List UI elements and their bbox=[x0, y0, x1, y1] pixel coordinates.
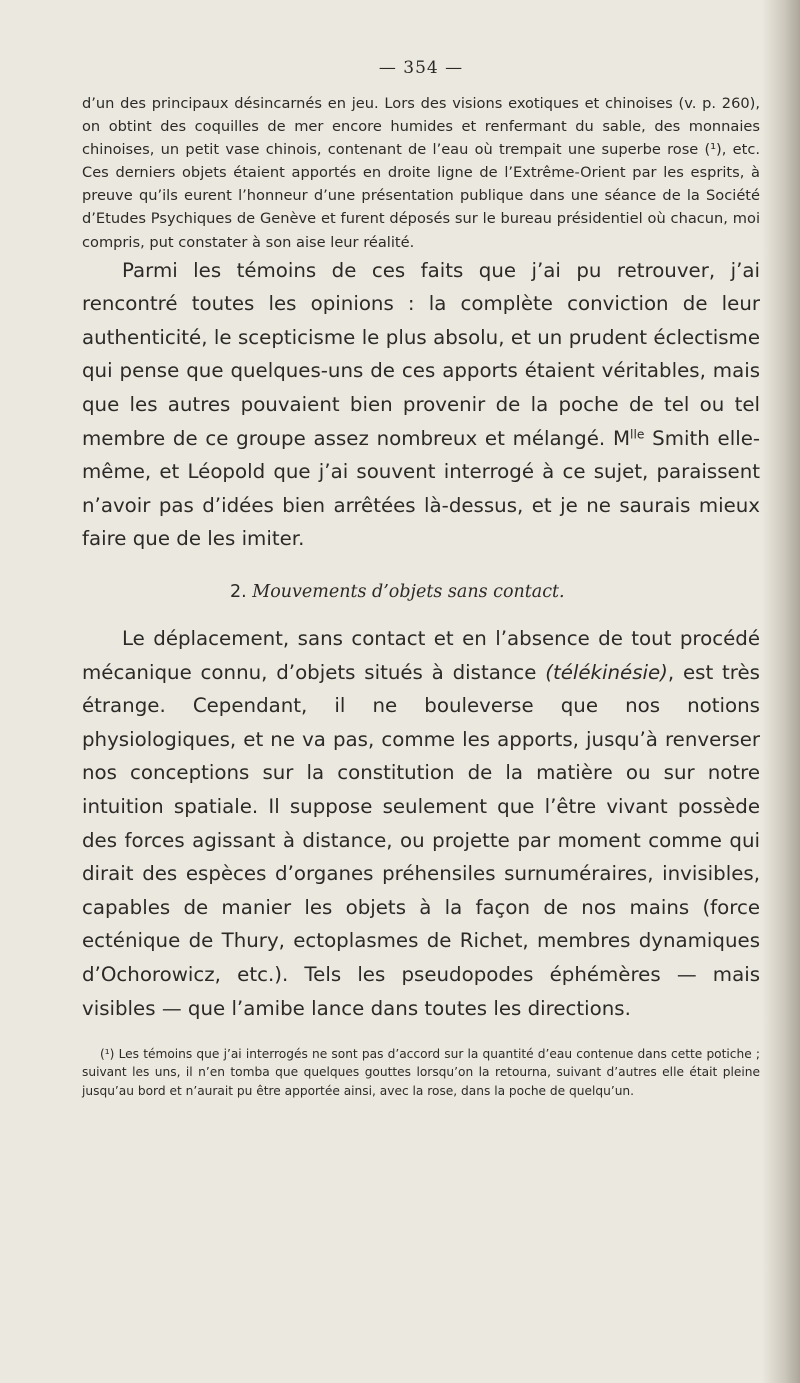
paragraph-telekinesis bbox=[82, 622, 760, 1025]
paragraph-witnesses bbox=[82, 254, 760, 556]
intro-paragraph: d’un des principaux désincarnés en jeu. Lors des visions exotiques et chinoises (v. p. 260), on obtint des coquilles de mer encore humides et renfermant du sable, des monnaies chinoises, un petit vase chinois, contenant de l’eau où trempait une superbe rose (¹), etc. Ces derniers objets étaient apportés en droite ligne de l’Extrême-Orient par les esprits, à preuve qu’ils eurent l’honneur d’une présentation publique dans une séance de la Société d’Etudes Psychiques de Genève et furent déposés sur le bureau présidentiel où chacun, moi compris, put constater à son aise leur réalité. bbox=[82, 95, 760, 251]
page-number: — 354 — bbox=[378, 58, 464, 78]
section-title: Mouvements d’objets sans contact. bbox=[252, 582, 565, 602]
telekinesis-term: (télékinésie) bbox=[545, 660, 668, 684]
book-page bbox=[82, 58, 760, 1100]
paragraph-witnesses-text-b: Smith elle-même, et Léopold que j’ai souvent interrogé à ce sujet, paraissent n’avoir pas d’idées bien arrêtées là-dessus, et je ne saurais mieux faire que de les imiter. bbox=[82, 426, 760, 551]
mademoiselle-superscript: lle bbox=[630, 426, 645, 441]
page-edge-shadow bbox=[762, 0, 800, 1383]
section-number: 2. bbox=[230, 582, 247, 602]
footnote-marker: (¹) bbox=[100, 1047, 115, 1062]
paragraph-telekinesis-text-b: , est très étrange. Cependant, il ne bouleverse que nos notions physiologiques, et ne va pas, comme les apports, jusqu’à renverser nos conceptions sur la constitution de la matière ou sur notre intuition spatiale. Il suppose seulement que l’être vivant possède des forces agissant à distance, ou projette par moment comme qui dirait des espèces d’organes préhensiles surnuméraires, invisibles, capables de manier les objets à la façon de nos mains (force ecténique de Thury, ectoplasmes de Richet, membres dynamiques d’Ochorowicz, etc.). Tels les pseudopodes éphémères — mais visibles — que l’amibe lance dans toutes les directions. bbox=[82, 660, 760, 1020]
section-heading bbox=[82, 582, 760, 602]
paragraph-witnesses-text-a: Parmi les témoins de ces faits que j’ai pu retrouver, j’ai rencontré toutes les opinions : la complète conviction de leur authenticité, le scepticisme le plus absolu, et un prudent éclectisme qui pense que quelques-uns de ces apports étaient véritables, mais que les autres pouvaient bien provenir de la poche de tel ou tel membre de ce groupe assez nombreux et mélangé. M bbox=[82, 258, 760, 450]
paragraph-telekinesis-text-a: Le déplacement, sans contact et en l’absence de tout procédé mécanique connu, d’objets situés à distance bbox=[82, 627, 760, 684]
footnote bbox=[82, 1045, 760, 1100]
footnote-text: Les témoins que j’ai interrogés ne sont pas d’accord sur la quantité d’eau contenue dans cette potiche ; suivant les uns, il n’en tomba que quelques gouttes lorsqu’on la retourna, suivant d’autres elle était pleine jusqu’au bord et n’aurait pu être apportée ainsi, avec la rose, dans la poche de quelqu’un. bbox=[82, 1047, 761, 1098]
